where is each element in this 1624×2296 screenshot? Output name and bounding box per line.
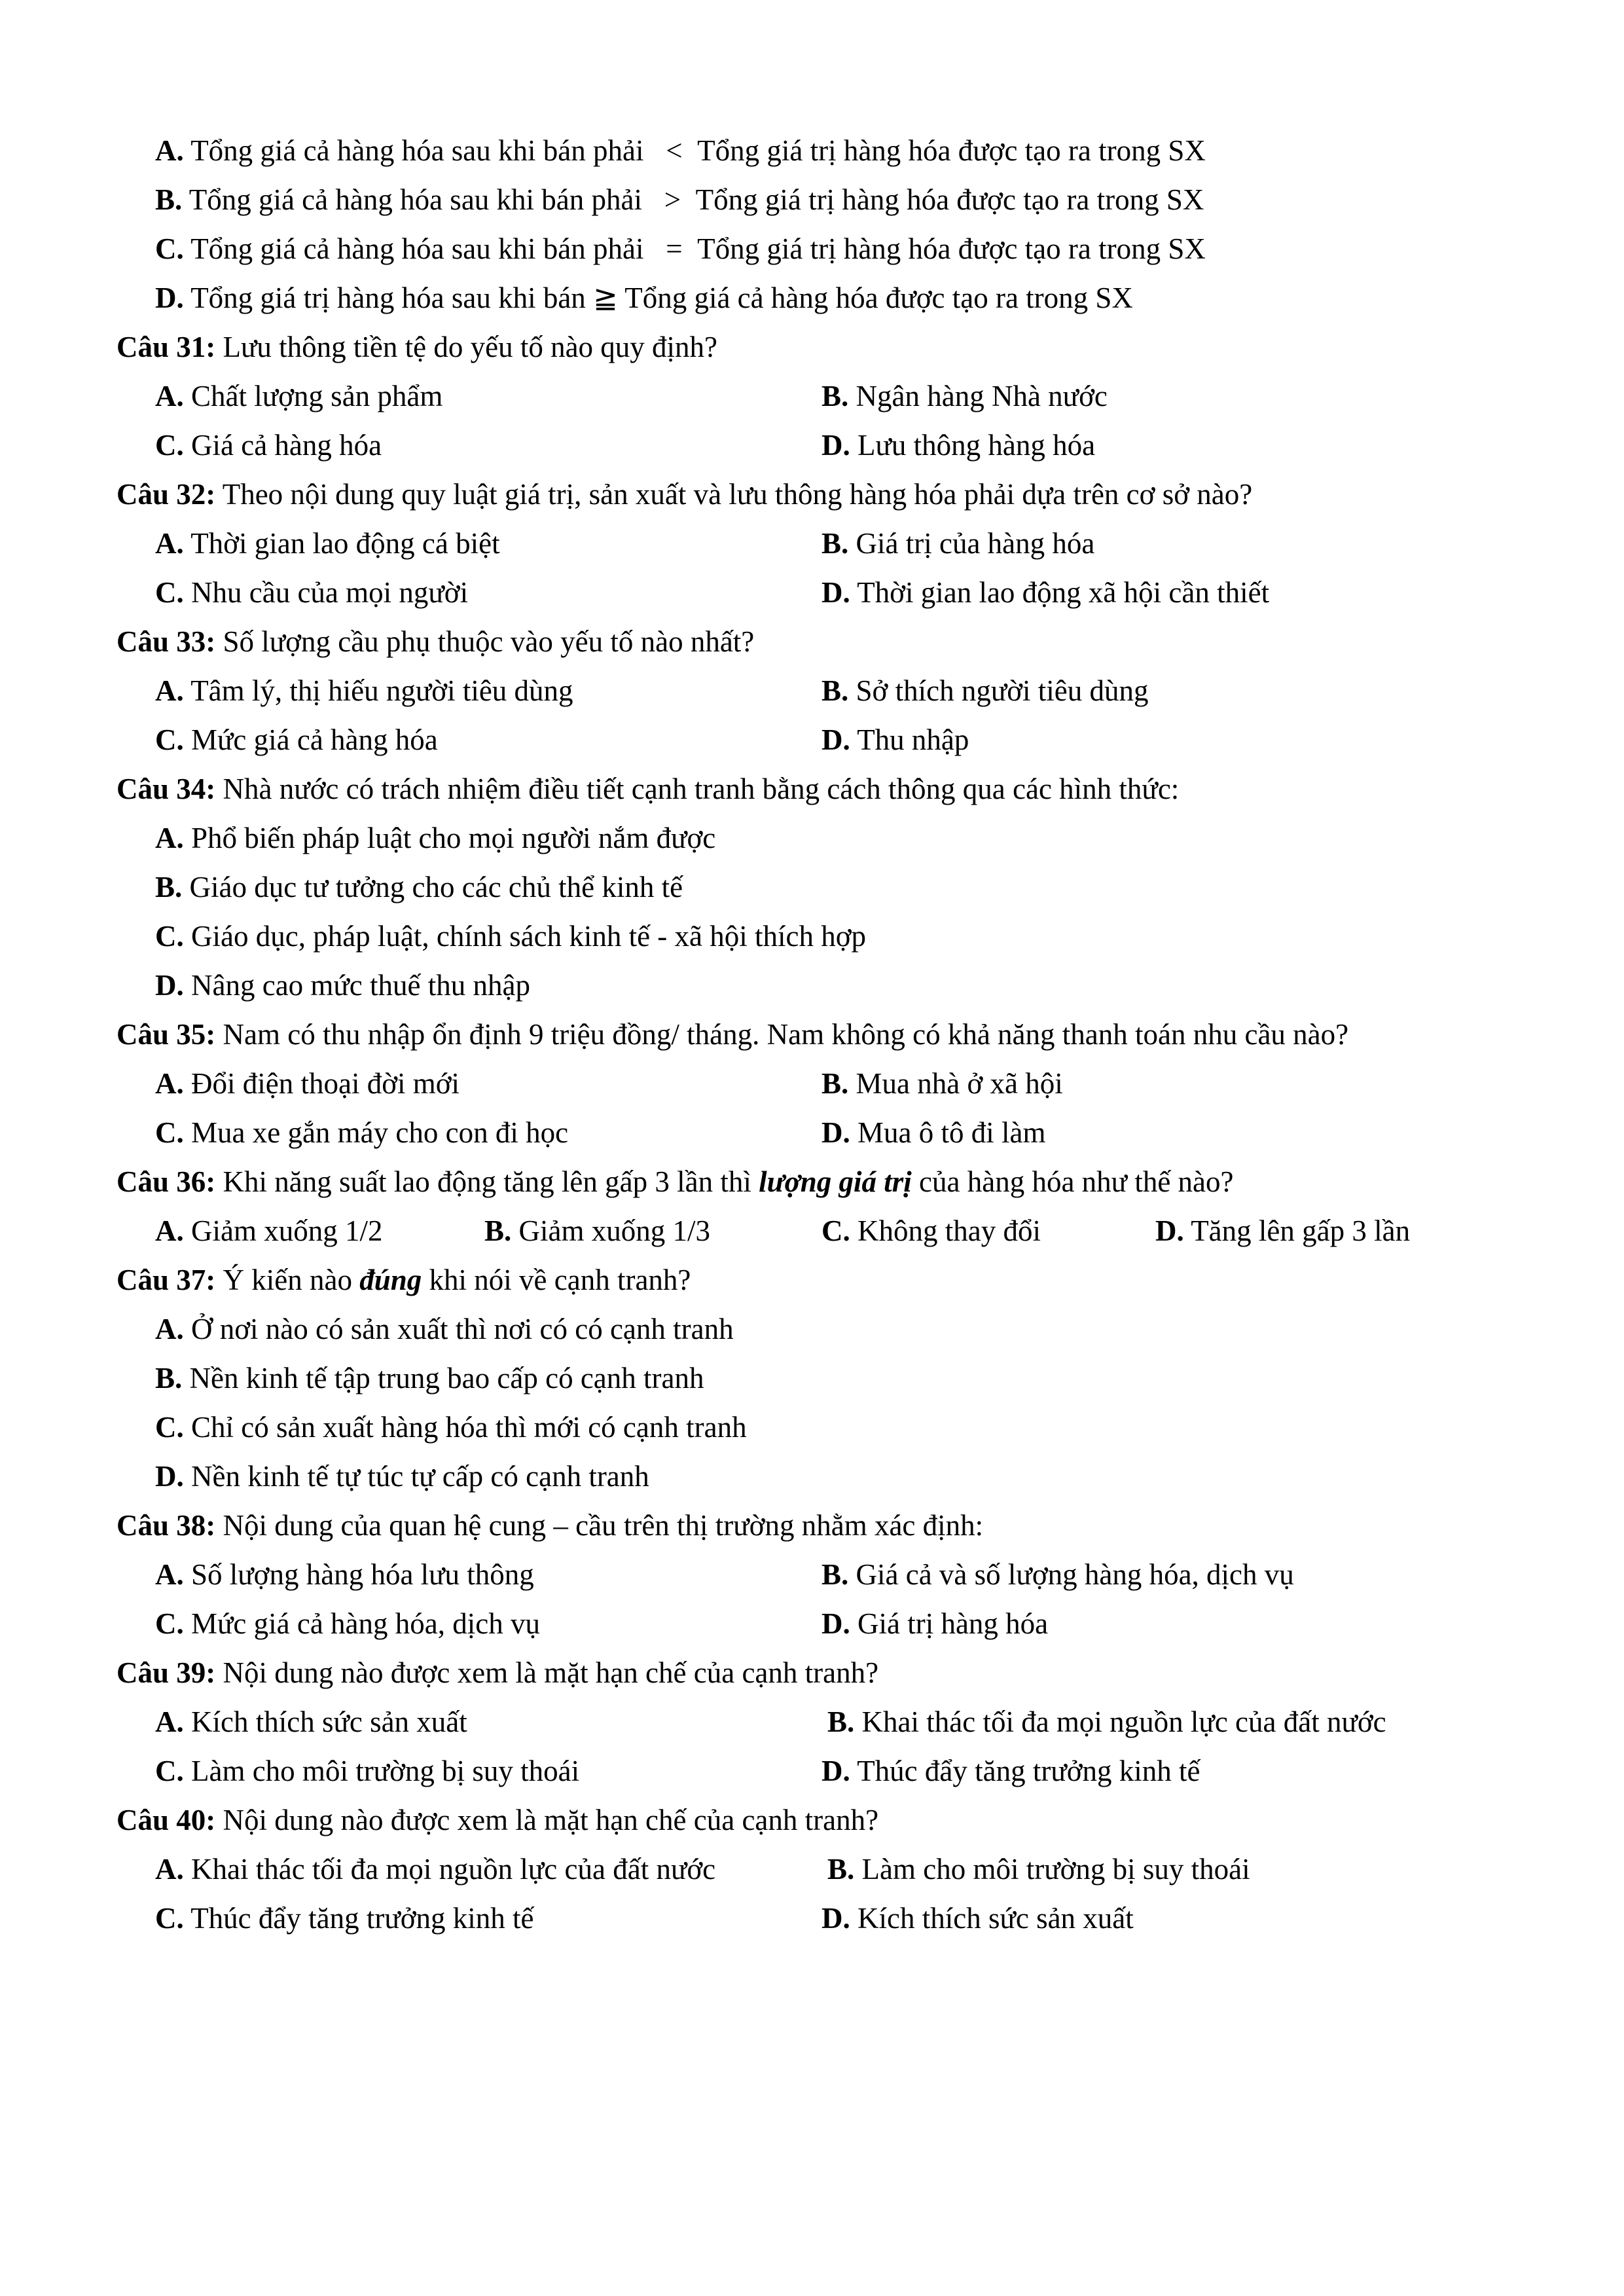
q34-option-b: B. Giáo dục tư tưởng cho các chủ thể kinh tế	[155, 871, 683, 903]
q31-option-c: C. Giá cả hàng hóa	[155, 429, 382, 462]
q39-option-c: C. Làm cho môi trường bị suy thoái	[155, 1755, 580, 1787]
question-33: Câu 33: Số lượng cầu phụ thuộc vào yếu tố nào nhất?	[117, 625, 755, 658]
q37-option-b: B. Nền kinh tế tập trung bao cấp có cạnh tranh	[155, 1362, 704, 1394]
q36-option-a: A. Giảm xuống 1/2	[155, 1214, 383, 1247]
q31-option-a: A. Chất lượng sản phẩm	[155, 380, 443, 412]
q31-option-b: B. Ngân hàng Nhà nước	[821, 380, 1108, 412]
q39-option-d: D. Thúc đẩy tăng trưởng kinh tế	[821, 1755, 1200, 1787]
q39-option-b: B. Khai thác tối đa mọi nguồn lực của đất nước	[827, 1705, 1386, 1738]
q36-option-d: D. Tăng lên gấp 3 lần	[1155, 1214, 1411, 1247]
q37-option-d: D. Nền kinh tế tự túc tự cấp có cạnh tranh	[155, 1460, 649, 1493]
q36-option-c: C. Không thay đổi	[821, 1214, 1041, 1247]
q40-option-c: C. Thúc đẩy tăng trưởng kinh tế	[155, 1902, 534, 1935]
q33-option-d: D. Thu nhập	[821, 723, 969, 756]
question-34: Câu 34: Nhà nước có trách nhiệm điều tiết cạnh tranh bằng cách thông qua các hình thức:	[117, 773, 1180, 805]
question-31: Câu 31: Lưu thông tiền tệ do yếu tố nào quy định?	[117, 331, 718, 363]
q33-option-b: B. Sở thích người tiêu dùng	[821, 674, 1149, 707]
q40-option-b: B. Làm cho môi trường bị suy thoái	[827, 1853, 1250, 1886]
question-37: Câu 37: Ý kiến nào đúng khi nói về cạnh tranh?	[117, 1264, 691, 1296]
q38-option-b: B. Giá cả và số lượng hàng hóa, dịch vụ	[821, 1558, 1294, 1591]
q37-option-a: A. Ở nơi nào có sản xuất thì nơi có có cạnh tranh	[155, 1313, 734, 1345]
q40-option-a: A. Khai thác tối đa mọi nguồn lực của đất nước	[155, 1853, 716, 1886]
q36-option-b: B. Giảm xuống 1/3	[484, 1214, 710, 1247]
q31-option-d: D. Lưu thông hàng hóa	[821, 429, 1096, 462]
q35-option-d: D. Mua ô tô đi làm	[821, 1116, 1046, 1149]
q32-option-c: C. Nhu cầu của mọi người	[155, 576, 469, 609]
q35-option-c: C. Mua xe gắn máy cho con đi học	[155, 1116, 569, 1149]
q38-option-c: C. Mức giá cả hàng hóa, dịch vụ	[155, 1607, 540, 1640]
question-36: Câu 36: Khi năng suất lao động tăng lên gấp 3 lần thì lượng giá trị của hàng hóa như thế nào?	[117, 1165, 1234, 1198]
q38-option-a: A. Số lượng hàng hóa lưu thông	[155, 1558, 534, 1591]
q39-option-a: A. Kích thích sức sản xuất	[155, 1705, 467, 1738]
q37-option-c: C. Chỉ có sản xuất hàng hóa thì mới có cạnh tranh	[155, 1411, 747, 1444]
q30-option-c: C. Tổng giá cả hàng hóa sau khi bán phải = Tổng giá trị hàng hóa được tạo ra trong SX	[155, 232, 1206, 265]
q32-option-a: A. Thời gian lao động cá biệt	[155, 527, 500, 560]
q32-option-b: B. Giá trị của hàng hóa	[821, 527, 1095, 560]
q40-option-d: D. Kích thích sức sản xuất	[821, 1902, 1134, 1935]
question-35: Câu 35: Nam có thu nhập ổn định 9 triệu đồng/ tháng. Nam không có khả năng thanh toán nhu cầu nào?	[117, 1018, 1349, 1051]
q33-option-c: C. Mức giá cả hàng hóa	[155, 723, 438, 756]
question-39: Câu 39: Nội dung nào được xem là mặt hạn chế của cạnh tranh?	[117, 1656, 879, 1689]
question-40: Câu 40: Nội dung nào được xem là mặt hạn chế của cạnh tranh?	[117, 1804, 879, 1836]
q34-option-c: C. Giáo dục, pháp luật, chính sách kinh tế - xã hội thích hợp	[155, 920, 867, 953]
q38-option-d: D. Giá trị hàng hóa	[821, 1607, 1049, 1640]
q33-option-a: A. Tâm lý, thị hiếu người tiêu dùng	[155, 674, 573, 707]
q34-option-a: A. Phổ biến pháp luật cho mọi người nắm được	[155, 822, 716, 854]
q30-option-d: D. Tổng giá trị hàng hóa sau khi bán ≧ Tổng giá cả hàng hóa được tạo ra trong SX	[155, 282, 1133, 314]
question-32: Câu 32: Theo nội dung quy luật giá trị, sản xuất và lưu thông hàng hóa phải dựa trên cơ sở nào?	[117, 478, 1253, 511]
q32-option-d: D. Thời gian lao động xã hội cần thiết	[821, 576, 1270, 609]
q35-option-b: B. Mua nhà ở xã hội	[821, 1067, 1063, 1100]
q30-option-a: A. Tổng giá cả hàng hóa sau khi bán phải < Tổng giá trị hàng hóa được tạo ra trong SX	[155, 134, 1206, 167]
question-38: Câu 38: Nội dung của quan hệ cung – cầu trên thị trường nhằm xác định:	[117, 1509, 984, 1542]
q34-option-d: D. Nâng cao mức thuế thu nhập	[155, 969, 530, 1002]
q30-option-b: B. Tổng giá cả hàng hóa sau khi bán phải > Tổng giá trị hàng hóa được tạo ra trong SX	[155, 183, 1204, 216]
q35-option-a: A. Đổi điện thoại đời mới	[155, 1067, 460, 1100]
